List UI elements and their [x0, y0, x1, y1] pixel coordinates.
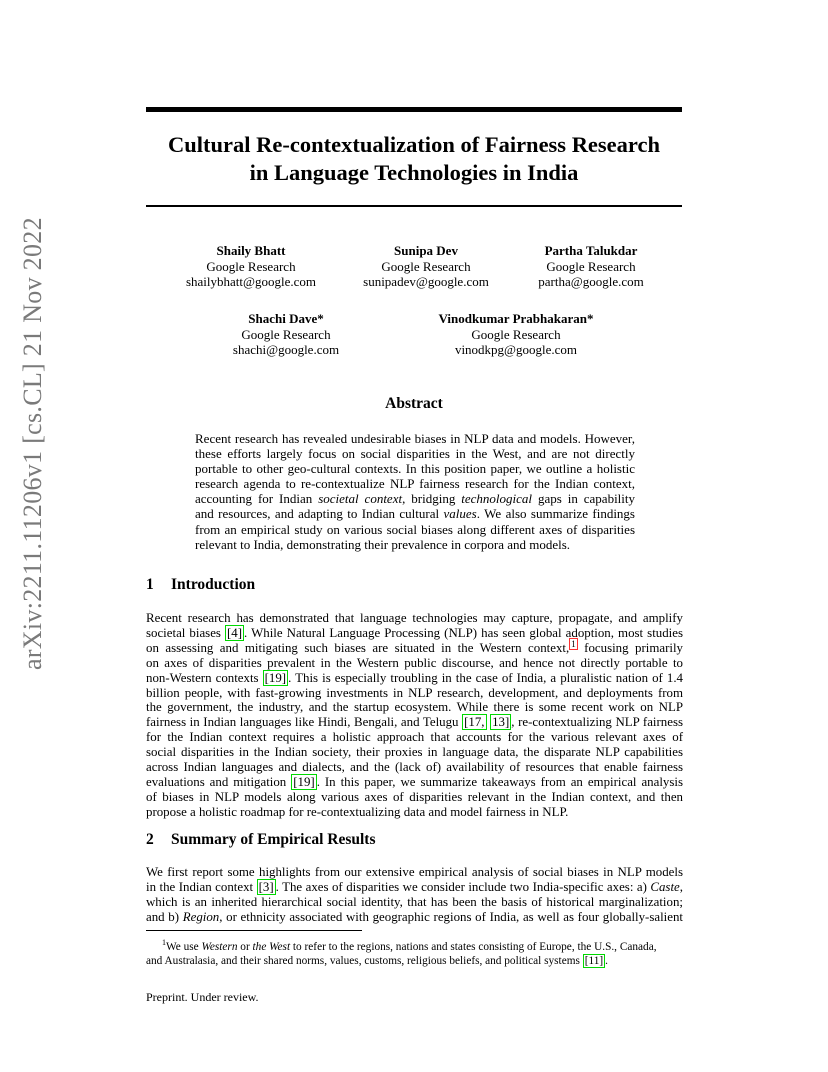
abstract-line: relevant to India, demonstrating their prevalence in corpora and models.	[195, 536, 571, 552]
text: on assessing and mitigating such biases are situated in the Western context,	[146, 640, 570, 655]
author-name: Partha Talukdar	[544, 243, 638, 258]
citation-link[interactable]: [19]	[293, 774, 315, 789]
text-line: propose a holistic roadmap for re-contextualizing data and model fairness in NLP.	[146, 804, 569, 819]
abstract-line: research agenda to re-contextualize NLP fairness research for the Indian context,	[195, 476, 635, 492]
emphasis: values	[443, 506, 477, 522]
text-line	[146, 910, 683, 925]
text: We use	[166, 940, 202, 953]
author-name: Shachi Dave*	[248, 311, 324, 326]
author-name: Shaily Bhatt	[216, 243, 286, 258]
footnote	[146, 936, 683, 969]
author-block	[216, 311, 356, 358]
text-line: We first report some highlights from our extensive empirical analysis of social biases in NLP models	[146, 865, 683, 879]
text: . We also summarize findings	[476, 506, 635, 522]
author-block	[356, 243, 496, 290]
footnote-line	[146, 954, 683, 969]
author-email: partha@google.com	[538, 274, 644, 289]
author-name: Vinodkumar Prabhakaran*	[438, 311, 594, 326]
arxiv-identifier: arXiv:2211.11206v1 [cs.CL] 21 Nov 2022	[18, 217, 47, 670]
text: ,	[679, 879, 683, 894]
author-affiliation: Google Research	[471, 326, 561, 342]
emphasis: Region	[182, 909, 220, 924]
emphasis: technological	[461, 491, 533, 507]
text: in the Indian context	[146, 879, 257, 894]
text-line	[146, 775, 683, 790]
summary-paragraph	[146, 865, 683, 925]
text: and Australasia, and their shared norms, values, customs, religious beliefs, and political systems	[146, 955, 583, 968]
text: gaps in capability	[532, 491, 636, 507]
emphasis: the West	[252, 940, 291, 953]
text-line: billion people, with fast-growing investments in NLP research, development, and deployments from	[146, 685, 683, 700]
author-email: vinodkpg@google.com	[454, 342, 578, 357]
text-line: on axes of disparities prevalent in the Western public discourse, and hence not directly portable to	[146, 655, 683, 670]
text: , re-contextualizing NLP fairness	[511, 715, 683, 730]
footnote-mark: 1	[162, 938, 166, 947]
text-line: for the Indian context requires a holistic approach that accounts for the various relevant axes of	[146, 730, 683, 745]
title-rule-top	[146, 107, 682, 112]
section-heading-empirical-results	[146, 831, 376, 849]
footnote-link[interactable]: 1	[571, 638, 576, 649]
text: . While Natural Language Processing (NLP) has seen global adoption, most studies	[244, 625, 683, 640]
text: . In this paper, we summarize takeaways from an empirical analysis	[316, 774, 683, 789]
text-line	[146, 626, 683, 641]
paper-title	[146, 131, 682, 187]
text: to refer to the regions, nations and states consisting of Europe, the U.S., Canada,	[290, 940, 657, 953]
text: fairness in Indian languages like Hindi, Bengali, and Telugu	[146, 715, 463, 730]
title-line-1: Cultural Re-contextualization of Fairness Research	[167, 132, 660, 157]
text: , or ethnicity associated with geographic regions of India, as well as four globally-salient	[219, 909, 683, 924]
text: .	[605, 955, 608, 968]
section-heading-introduction	[146, 576, 255, 594]
abstract-line: portable to other geo-cultural contexts. In this position paper, we outline a holistic	[195, 461, 635, 477]
citation-link[interactable]: [4]	[227, 625, 243, 640]
abstract-line: from an empirical study on various social biases along different axes of disparities	[195, 521, 635, 537]
text: . The axes of disparities we consider include two India-specific axes: a)	[275, 879, 651, 894]
author-email: shachi@google.com	[232, 342, 340, 357]
emphasis: societal context	[318, 491, 403, 507]
section-number: 1	[146, 576, 154, 593]
text-line: the government, the industry, and the startup ecosystem. While there is some recent work on NLP	[146, 700, 683, 715]
text: societal biases	[146, 625, 225, 640]
introduction-paragraph	[146, 611, 683, 820]
abstract-heading: Abstract	[385, 395, 443, 412]
footnote-rule	[146, 930, 362, 931]
author-email: sunipadev@google.com	[363, 274, 489, 289]
text: and b)	[146, 909, 183, 924]
author-affiliation: Google Research	[546, 258, 636, 274]
title-rule-bottom	[146, 205, 682, 207]
emphasis: Western	[201, 940, 238, 953]
author-affiliation: Google Research	[206, 258, 296, 274]
text-line: across Indian languages and dialects, and the (lack of) availability of resources that enable fairness	[146, 760, 683, 775]
emphasis: Caste	[650, 879, 680, 894]
author-affiliation: Google Research	[241, 326, 331, 342]
text: focusing primarily	[577, 640, 683, 655]
abstract-line	[195, 506, 635, 521]
citation-link[interactable]: [3]	[258, 879, 274, 894]
citation-link[interactable]: [17,	[464, 715, 485, 730]
abstract-line	[195, 491, 635, 506]
citation-link[interactable]: [11]	[584, 955, 604, 968]
section-title: Summary of Empirical Results	[171, 831, 376, 848]
text: evaluations and mitigation	[146, 774, 292, 789]
text-line	[146, 638, 683, 656]
section-number: 2	[146, 831, 154, 848]
text-line	[146, 671, 683, 686]
text: . This is especially troubling in the case of India, a pluralistic nation of 1.4	[288, 670, 683, 685]
text-line: of biases in NLP models along various axes of disparities relevant in the Indian context, and then	[146, 789, 683, 804]
text: or	[237, 940, 253, 953]
citation-link[interactable]: 13]	[492, 715, 510, 730]
text: accounting for Indian	[195, 491, 319, 507]
text-line: Recent research has demonstrated that language technologies may capture, propagate, and amplify	[146, 611, 683, 625]
author-block	[421, 311, 611, 358]
text-line: social disparities in the Indian society, their proxies in language data, the disparate NLP capabilities	[146, 745, 683, 760]
author-block	[521, 243, 661, 290]
text: non-Western contexts	[146, 670, 263, 685]
abstract-line: Recent research has revealed undesirable biases in NLP data and models. However,	[195, 431, 635, 446]
footnote-line	[146, 936, 683, 954]
title-line-2: in Language Technologies in India	[249, 160, 579, 185]
author-block	[181, 243, 321, 290]
author-name: Sunipa Dev	[394, 243, 458, 258]
text: and resources, and adapting to Indian cultural	[195, 506, 444, 522]
text-line	[146, 715, 683, 730]
citation-link[interactable]: [19]	[264, 670, 287, 685]
section-title: Introduction	[171, 576, 256, 593]
author-affiliation: Google Research	[381, 258, 471, 274]
text: , bridging	[402, 491, 462, 507]
abstract-body	[195, 431, 635, 552]
preprint-notice: Preprint. Under review.	[146, 990, 259, 1004]
text-line: which is an inherited hierarchical social identity, that has been the basis of historical marginalization;	[146, 894, 683, 909]
text-line	[146, 880, 683, 895]
abstract-line: these efforts largely focus on social disparities in the West, and are not directly	[195, 446, 635, 462]
author-email: shailybhatt@google.com	[185, 274, 317, 289]
